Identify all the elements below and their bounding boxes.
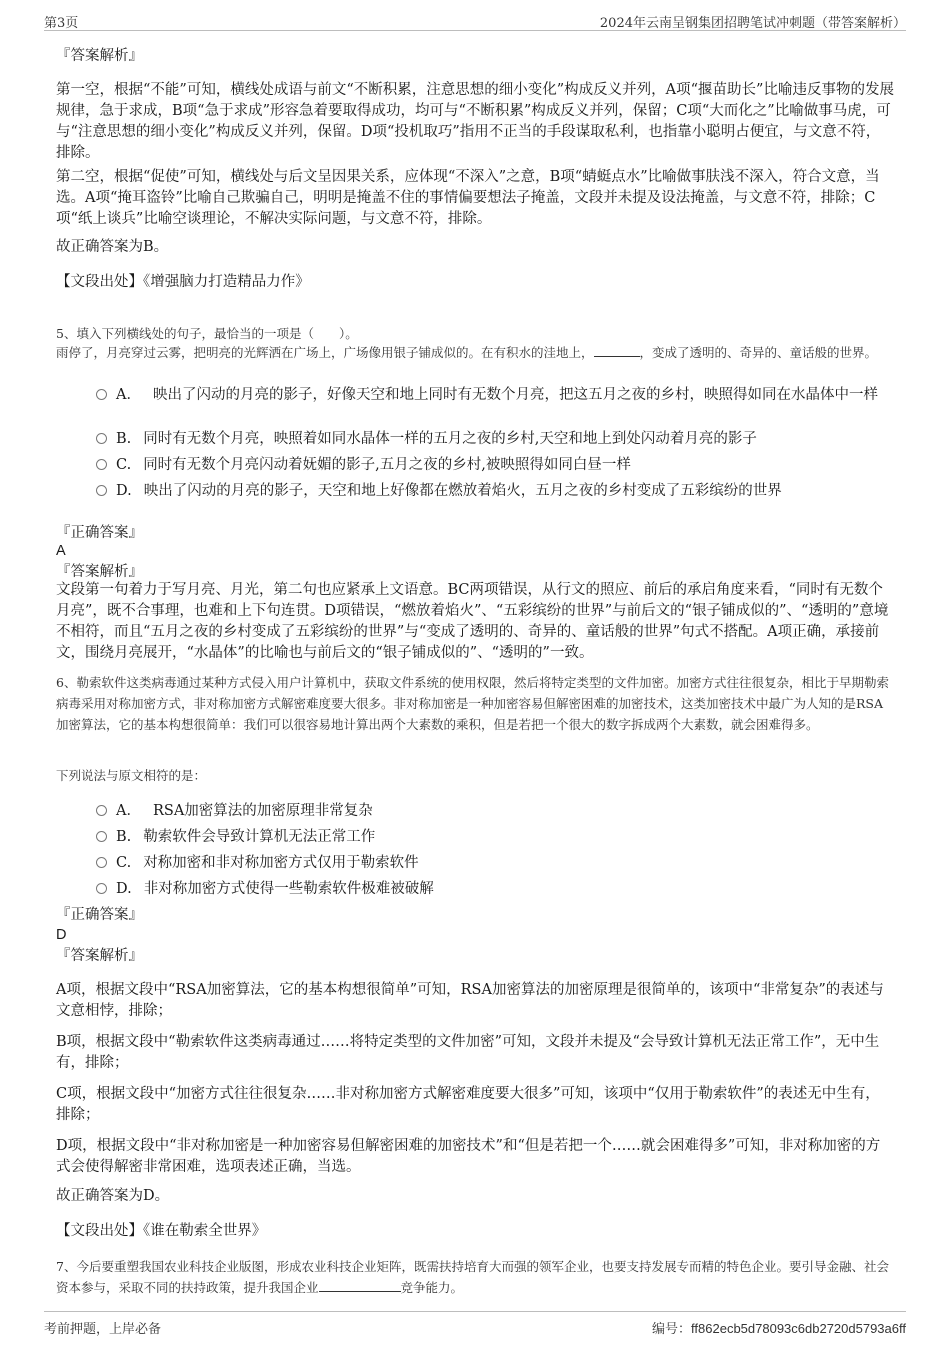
q6-answer-label: 『正确答案』: [56, 907, 143, 923]
q6-analysis-a: A项，根据文段中“RSA加密算法，它的基本构想很简单”可知，RSA加密算法的加密原理是很简单的，该项中“非常复杂”的表述与文意相悖，排除；: [56, 982, 884, 1019]
q7-stem: [56, 1256, 894, 1298]
q5-passage-part-b: ，变成了透明的、奇异的、童话般的世界。: [639, 345, 878, 360]
page-header: [44, 8, 906, 31]
q5-answer-label: 『正确答案』: [56, 525, 143, 541]
document-title: 2024年云南呈钢集团招聘笔试冲刺题（带答案解析）: [599, 16, 906, 31]
q4-analysis-para1: 第一空，根据“不能”可知，横线处成语与前文“不断积累，注意思想的细小变化”构成反义并列，A项“揠苗助长”比喻违反事物的发展规律，急于求成，B项“急于求成”形容急着要取得成功，均可与“不断积累”构成反义并列，保留；C项“大而化之”比喻做事马虎，可与“注意思想的细小变化”构成反义并列，保留。D项“投机取巧”指用不正当的手段谋取私利，也指靠小聪明占便宜，与文意不符，排除。: [56, 82, 894, 161]
page-footer: [44, 1311, 906, 1338]
q5-analysis: 文段第一句着力于写月亮、月光，第二句也应紧承上文语意。BC两项错误，从行文的照应、前后的承启角度来看，“同时有无数个月亮”，既不合事理，也难和上下句连贯。D项错误，“燃放着焰火”、“五彩缤纷的世界”与前后文的“银子铺成似的”、“透明的”意境不相符，而且“五月之夜的乡村变成了五彩缤纷的世界”与“变成了透明的、奇异的、童话般的世界”句式不搭配。A项正确，承接前文，围绕月亮展开，“水晶体”的比喻也与前后文的“银子铺成似的”、“透明的”一致。: [56, 582, 889, 661]
q6-question: 下列说法与原文相符的是：: [56, 768, 207, 783]
document-id: 编号：ff862ecb5d78093c6db2720d5793a6ff: [652, 1321, 906, 1336]
q7-stem-part-a: 7、今后要重塑我国农业科技企业版图，形成农业科技企业矩阵，既需扶持培育大而强的领军企业，也要支持发展专而精的特色企业。要引导金融、社会资本参与，采取不同的扶持政策，提升我国企业: [56, 1259, 889, 1295]
q4-analysis-para2: 第二空，根据“促使”可知，横线处与后文呈因果关系，应体现“不深入”之意，B项“蜻蜓点水”比喻做事肤浅不深入，符合文意，当选。A项“掩耳盗铃”比喻自己欺骗自己，明明是掩盖不住的事情偏要想法子掩盖，文段并未提及设法掩盖，与文意不符，排除；C项“纸上谈兵”比喻空谈理论，不解决实际问题，与文意不符，排除。: [56, 169, 880, 227]
q4-source: 【文段出处】《增强脑力打造精品力作》: [56, 274, 310, 290]
footer-slogan: 考前押题，上岸必备: [44, 1322, 162, 1337]
q6-option-c[interactable]: C. 对称加密和非对称加密方式仅用于勒索软件: [96, 852, 896, 875]
radio-icon[interactable]: [96, 883, 107, 894]
q5-passage: [56, 342, 894, 363]
q5-stem: 5、填入下列横线处的句子，最恰当的一项是（ ）。: [56, 326, 358, 341]
radio-icon[interactable]: [96, 857, 107, 868]
q5-answer: A: [56, 543, 66, 559]
q6-passage: 6、勒索软件这类病毒通过某种方式侵入用户计算机中，获取文件系统的使用权限，然后将特定类型的文件加密。加密方式往往很复杂，相比于早期勒索病毒采用对称加密方式，非对称加密方式解密难度要大很多。非对称加密是一种加密容易但解密困难的加密技术，这类加密技术中最广为人知的是RSA加密算法，它的基本构想很简单：我们可以很容易地计算出两个大素数的乘积，但是若把一个很大的数字拆成两个大素数，就会困难得多。: [56, 675, 889, 732]
q4-analysis-label: 『答案解析』: [56, 48, 143, 64]
q5-analysis-label: 『答案解析』: [56, 564, 143, 580]
radio-icon[interactable]: [96, 459, 107, 470]
page-number: 第3页: [44, 16, 79, 31]
q5-option-a[interactable]: A． 映出了闪动的月亮的影子，好像天空和地上同时有无数个月亮，把这五月之夜的乡村，映照得如同在水晶体中一样: [96, 384, 896, 407]
q5-passage-part-a: 雨停了，月亮穿过云雾，把明亮的光辉洒在广场上，广场像用银子铺成似的。在有积水的洼地上，: [56, 345, 594, 360]
radio-icon[interactable]: [96, 389, 107, 400]
radio-icon[interactable]: [96, 831, 107, 842]
radio-icon[interactable]: [96, 485, 107, 496]
q6-option-d[interactable]: D. 非对称加密方式使得一些勒索软件极难被破解: [96, 878, 896, 901]
q6-analysis-b: B项，根据文段中“勒索软件这类病毒通过……将特定类型的文件加密”可知，文段并未提及“会导致计算机无法正常工作”，无中生有，排除；: [56, 1034, 880, 1071]
q5-fill-blank: [594, 342, 640, 357]
radio-icon[interactable]: [96, 805, 107, 816]
q6-analysis-c: C项，根据文段中“加密方式往往很复杂……非对称加密方式解密难度要大很多”可知，该项中“仅用于勒索软件”的表述无中生有，排除；: [56, 1086, 880, 1123]
q6-analysis-d: D项，根据文段中“非对称加密是一种加密容易但解密困难的加密技术”和“但是若把一个……就会困难得多”可知，非对称加密的方式会使得解密非常困难，选项表述正确，当选。: [56, 1138, 881, 1175]
q5-option-d[interactable]: D. 映出了闪动的月亮的影子，天空和地上好像都在燃放着焰火，五月之夜的乡村变成了五彩缤纷的世界: [96, 480, 896, 503]
q6-source: 【文段出处】《谁在勒索全世界》: [56, 1223, 267, 1239]
q4-conclusion: 故正确答案为B。: [56, 239, 169, 255]
radio-icon[interactable]: [96, 433, 107, 444]
q6-answer: D: [56, 927, 67, 943]
q6-option-b[interactable]: B. 勒索软件会导致计算机无法正常工作: [96, 826, 896, 849]
q7-fill-blank: [319, 1277, 401, 1292]
q6-analysis-label: 『答案解析』: [56, 948, 143, 964]
q6-conclusion: 故正确答案为D。: [56, 1188, 170, 1204]
q5-option-b[interactable]: B. 同时有无数个月亮，映照着如同水晶体一样的五月之夜的乡村,天空和地上到处闪动着月亮的影子: [96, 428, 896, 451]
q6-option-a[interactable]: A． RSA加密算法的加密原理非常复杂: [96, 800, 896, 823]
q5-option-c[interactable]: C. 同时有无数个月亮闪动着妩媚的影子,五月之夜的乡村,被映照得如同白昼一样: [96, 454, 896, 477]
q7-stem-part-b: 竞争能力。: [400, 1280, 464, 1295]
